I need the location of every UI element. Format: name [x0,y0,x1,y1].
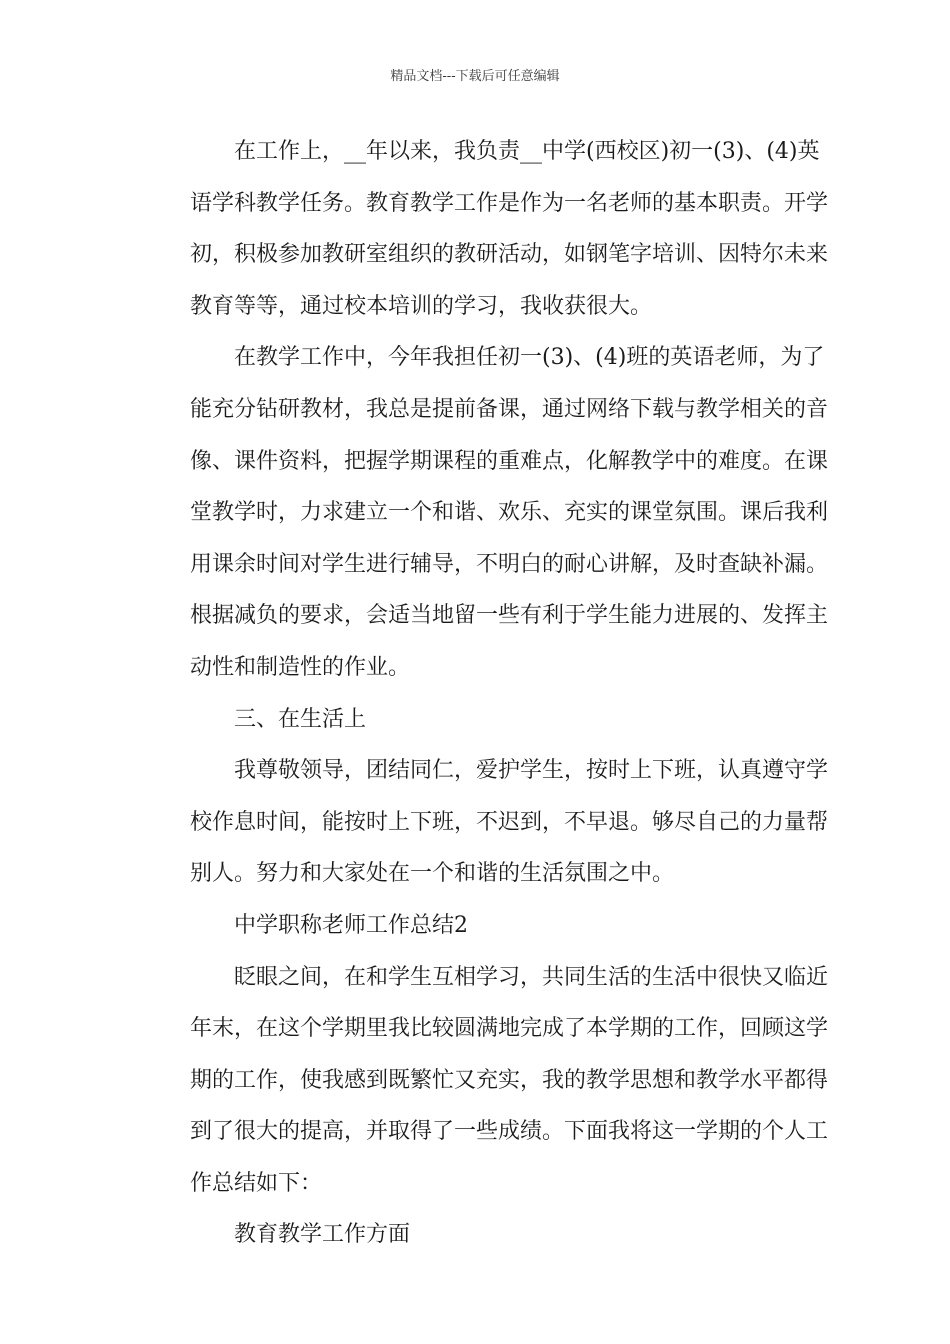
text-line: 年末，在这个学期里我比较圆满地完成了本学期的工作，回顾这学 [190,1016,829,1042]
section-heading-education [146,1209,806,1261]
text-line: 别人。努力和大家处在一个和谐的生活氛围之中。 [190,861,675,887]
text-line: 初，积极参加教研室组织的教研活动，如钢笔字培训、因特尔未来 [190,242,829,268]
paragraph-teaching [146,332,829,693]
document-body [146,126,829,1261]
text-line: 语学科教学任务。教育教学工作是作为一名老师的基本职责。开学 [190,190,829,216]
text-line: 我尊敬领导，团结同仁，爱护学生，按时上下班，认真遵守学 [234,758,829,784]
text-line: 在教学工作中，今年我担任初一(3)、(4)班的英语老师，为了 [234,345,825,371]
section-heading-life [146,694,806,746]
page-header: 精品文档---下载后可任意编辑 [390,69,560,84]
text-line: 用课余时间对学生进行辅导，不明白的耐心讲解，及时查缺补漏。 [190,551,829,577]
text-line: 教育等等，通过校本培训的学习，我收获很大。 [190,293,653,319]
text-line: 眨眼之间，在和学生互相学习，共同生活的生活中很快又临近 [234,964,829,990]
text-line: 像、课件资料，把握学期课程的重难点，化解教学中的难度。在课 [190,448,829,474]
text-line: 在工作上，__年以来，我负责__中学(西校区)初一(3)、(4)英 [234,139,820,164]
section-title-summary-2 [146,900,806,952]
text-line: 中学职称老师工作总结2 [234,912,468,938]
paragraph-intro [146,952,829,1210]
text-line: 三、在生活上 [234,706,367,732]
text-line: 到了很大的提高，并取得了一些成绩。下面我将这一学期的个人工 [190,1119,829,1145]
text-line: 根据减负的要求，会适当地留一些有利于学生能力进展的、发挥主 [190,603,829,629]
text-line: 动性和制造性的作业。 [190,654,411,680]
text-line: 能充分钻研教材，我总是提前备课，通过网络下载与教学相关的音 [190,396,829,422]
paragraph-work [146,126,829,332]
text-line: 校作息时间，能按时上下班，不迟到，不早退。够尽自己的力量帮 [190,809,829,835]
text-line: 堂教学时，力求建立一个和谐、欢乐、充实的课堂氛围。课后我利 [190,500,829,526]
text-line: 作总结如下： [190,1170,323,1196]
text-line: 期的工作，使我感到既繁忙又充实，我的教学思想和教学水平都得 [190,1067,829,1093]
text-line: 教育教学工作方面 [234,1222,411,1248]
paragraph-life [146,745,829,900]
